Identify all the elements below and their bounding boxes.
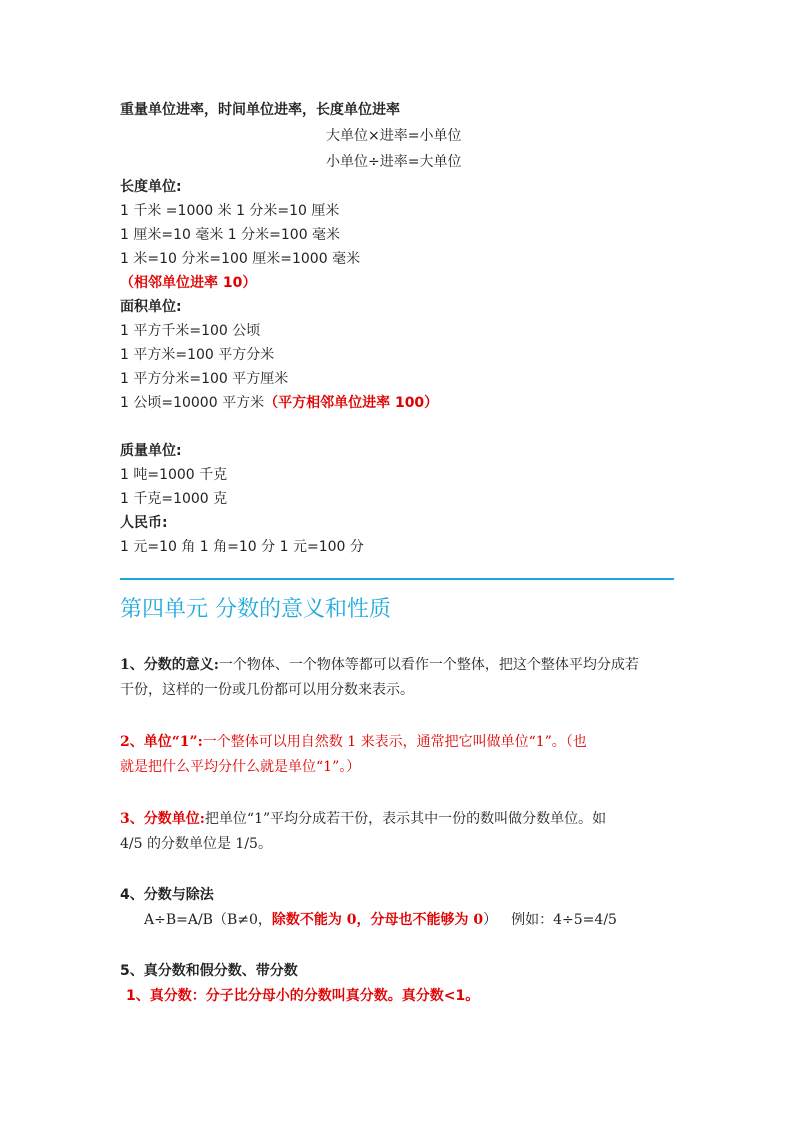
section-4-close: ） [483,912,498,928]
section-3-text-cont: 4/5 的分数单位是 1/5。 [120,836,272,852]
section-1-line [120,655,639,675]
area-line: 1 平方分米=100 平方厘米 [120,371,289,387]
area-last-text: 1 公顷=10000 平方米 [120,395,265,411]
section-3-label: 3、分数单位: [120,811,205,827]
section-1-text-cont: 干份，这样的一份或几份都可以用分数来表示。 [120,682,414,698]
length-line: 1 米=10 分米=100 厘米=1000 毫米 [120,251,361,267]
section-4-emphasis: 除数不能为 0，分母也不能够为 0 [271,912,484,928]
section-4-example: 例如：4÷5=4/5 [511,912,617,928]
area-line: 1 平方米=100 平方分米 [120,347,275,363]
section-4-label: 4、分数与除法 [120,887,214,903]
length-note: （相邻单位进率 10） [120,275,257,291]
mass-heading: 质量单位: [120,443,182,459]
section-title: 第四单元 分数的意义和性质 [120,597,391,622]
area-heading: 面积单位: [120,299,182,315]
length-line: 1 厘米=10 毫米 1 分米=100 毫米 [120,227,341,243]
area-line-last [120,393,438,413]
section-4-formula: A÷B=A/B（B≠0， [144,912,272,928]
section-divider [120,578,674,580]
section-1-text: 一个物体、一个物体等都可以看作一个整体，把这个整体平均分成若 [218,657,639,673]
formula-small-to-big: 小单位÷进率=大单位 [326,154,462,170]
area-line: 1 平方千米=100 公顷 [120,323,261,339]
section-2-line [120,732,587,752]
section-3-line [120,809,606,829]
section-4-formula-line [144,910,617,930]
length-heading: 长度单位: [120,179,182,195]
money-line: 1 元=10 角 1 角=10 分 1 元=100 分 [120,539,364,555]
section-2-label: 2、单位“1”: [120,734,203,750]
section-5-label: 5、真分数和假分数、带分数 [120,963,298,979]
formula-big-to-small: 大单位×进率=小单位 [326,128,462,144]
mass-line: 1 吨=1000 千克 [120,467,228,483]
section-3-text: 把单位“1”平均分成若干份，表示其中一份的数叫做分数单位。如 [204,811,607,827]
section-2-text: 一个整体可以用自然数 1 来表示，通常把它叫做单位“1”。（也 [202,734,587,750]
intro-title: 重量单位进率，时间单位进率，长度单位进率 [120,102,400,118]
section-1-label: 1、分数的意义: [120,657,219,673]
money-heading: 人民币: [120,515,168,531]
mass-line: 1 千克=1000 克 [120,491,228,507]
length-line: 1 千米 =1000 米 1 分米=10 厘米 [120,203,340,219]
section-5-sub1: 1、真分数：分子比分母小的分数叫真分数。真分数<1。 [126,988,480,1004]
section-2-text-cont: 就是把什么平均分什么就是单位“1”。） [120,759,361,775]
area-note: （平方相邻单位进率 100） [264,395,439,411]
